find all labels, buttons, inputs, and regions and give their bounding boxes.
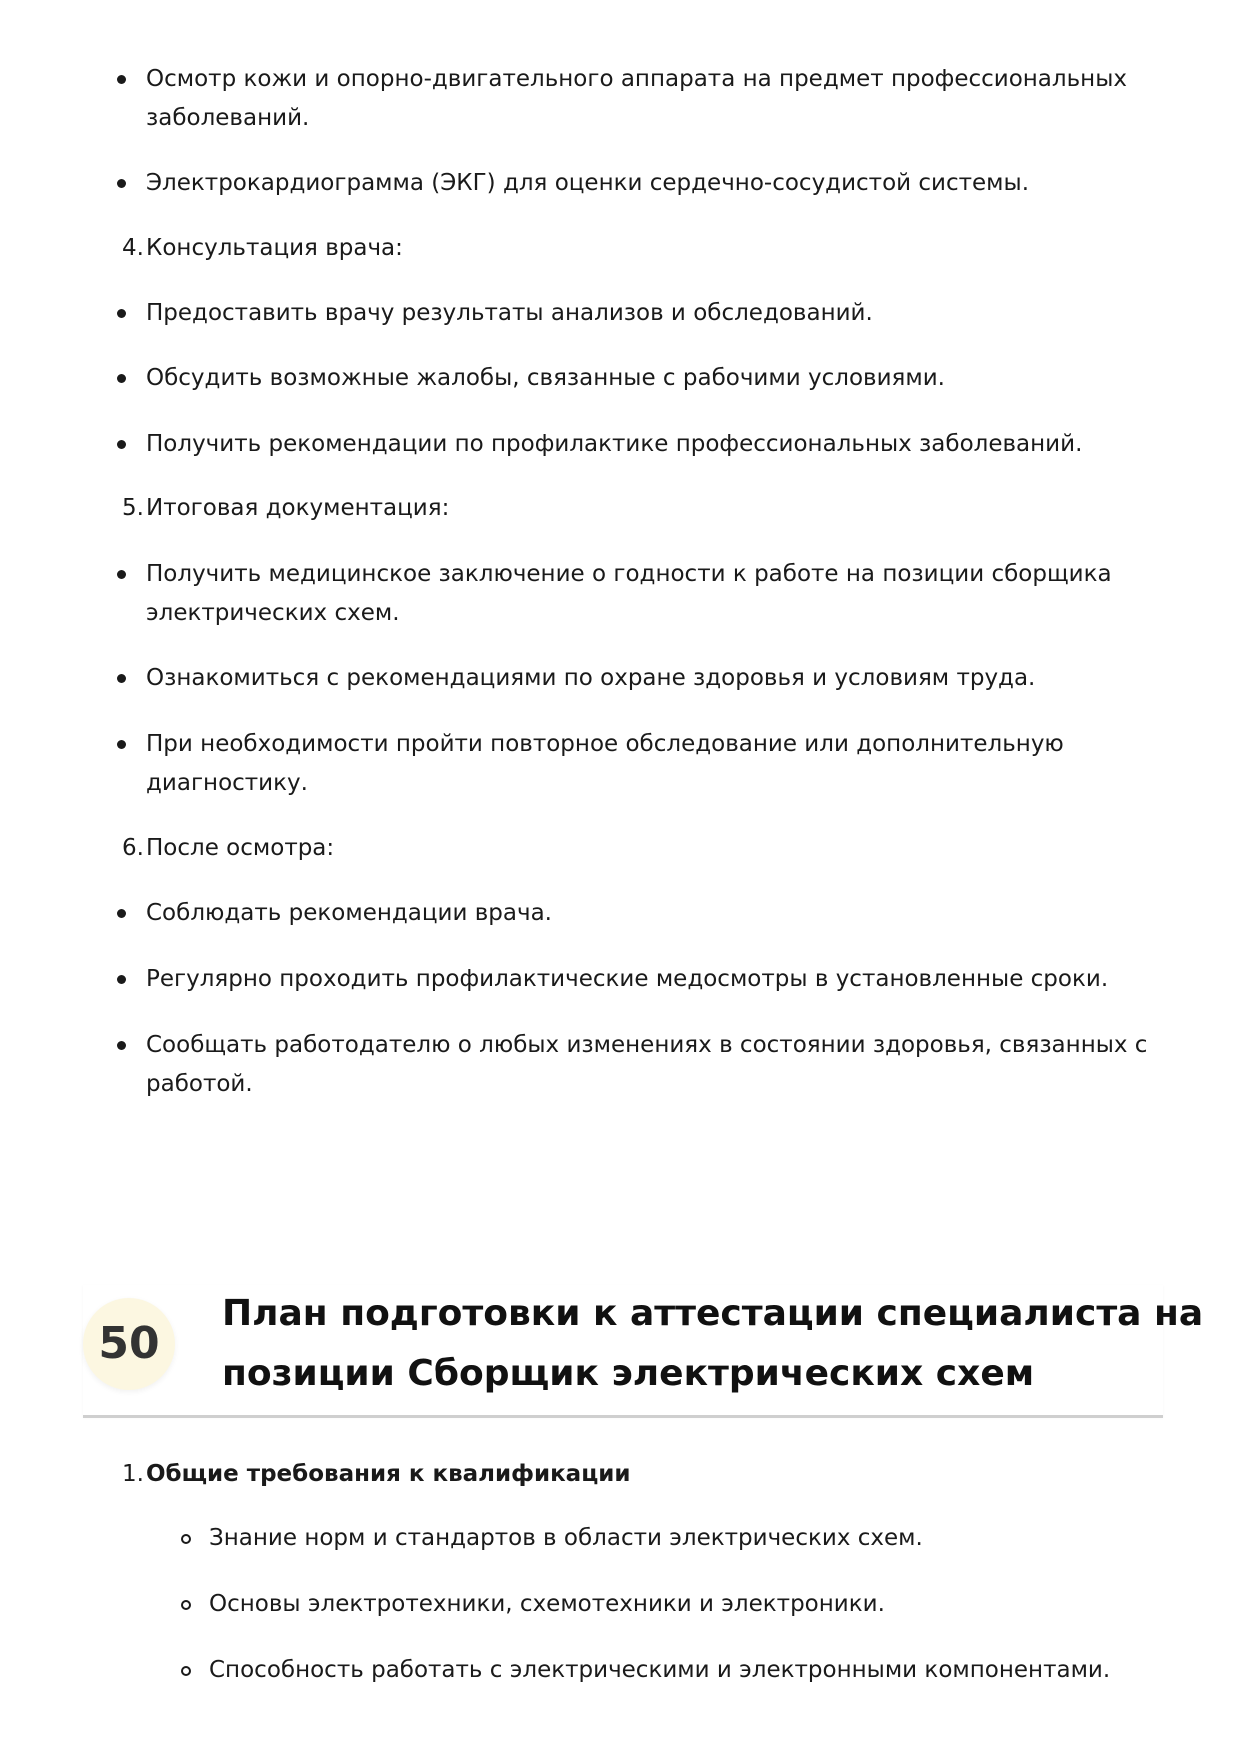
- list-number: 5.: [122, 495, 144, 521]
- bullet-dot: [117, 75, 126, 84]
- section-divider: [83, 1415, 1163, 1418]
- list-item-line: При необходимости пройти повторное обследование или дополнительную: [146, 731, 1064, 757]
- numbered-heading: Общие требования к квалификации: [146, 1461, 631, 1487]
- bullet-dot: [117, 374, 126, 383]
- sub-bullet-circle: [181, 1600, 191, 1610]
- bullet-dot: [117, 570, 126, 579]
- list-number: 6.: [122, 835, 144, 861]
- list-item-line: заболеваний.: [146, 105, 310, 131]
- sub-list-item: Способность работать с электрическими и электронными компонентами.: [209, 1657, 1111, 1683]
- list-item-line: работой.: [146, 1071, 253, 1097]
- list-item-line: Регулярно проходить профилактические медосмотры в установленные сроки.: [146, 966, 1109, 992]
- list-item-line: Получить медицинское заключение о годности к работе на позиции сборщика: [146, 561, 1112, 587]
- section-number-badge: 50: [83, 1298, 175, 1390]
- bullet-dot: [117, 440, 126, 449]
- bullet-dot: [117, 309, 126, 318]
- list-item-line: Предоставить врачу результаты анализов и обследований.: [146, 300, 873, 326]
- sub-list-item: Знание норм и стандартов в области электрических схем.: [209, 1525, 923, 1551]
- bullet-dot: [117, 909, 126, 918]
- list-item-line: Ознакомиться с рекомендациями по охране здоровья и условиям труда.: [146, 665, 1036, 691]
- list-item-line: Обсудить возможные жалобы, связанные с рабочими условиями.: [146, 365, 945, 391]
- sub-bullet-circle: [181, 1666, 191, 1676]
- section-title-line: План подготовки к аттестации специалиста на: [222, 1293, 1204, 1334]
- list-item-line: Получить рекомендации по профилактике профессиональных заболеваний.: [146, 431, 1083, 457]
- bullet-dot: [117, 179, 126, 188]
- numbered-item-text: Итоговая документация:: [146, 495, 450, 521]
- bullet-dot: [117, 740, 126, 749]
- list-item-line: Электрокардиограмма (ЭКГ) для оценки сердечно-сосудистой системы.: [146, 170, 1030, 196]
- list-number: 4.: [122, 235, 144, 261]
- numbered-item-text: Консультация врача:: [146, 235, 403, 261]
- numbered-item-text: После осмотра:: [146, 835, 335, 861]
- sub-list-item: Основы электротехники, схемотехники и электроники.: [209, 1591, 885, 1617]
- list-item-line: электрических схем.: [146, 600, 400, 626]
- bullet-dot: [117, 975, 126, 984]
- bullet-dot: [117, 674, 126, 683]
- section-title-line: позиции Сборщик электрических схем: [222, 1353, 1035, 1394]
- list-number: 1.: [122, 1461, 144, 1487]
- list-item-line: Сообщать работодателю о любых изменениях в состоянии здоровья, связанных с: [146, 1032, 1148, 1058]
- list-item-line: Осмотр кожи и опорно-двигательного аппарата на предмет профессиональных: [146, 66, 1127, 92]
- list-item-line: диагностику.: [146, 770, 308, 796]
- list-item-line: Соблюдать рекомендации врача.: [146, 900, 552, 926]
- sub-bullet-circle: [181, 1534, 191, 1544]
- bullet-dot: [117, 1041, 126, 1050]
